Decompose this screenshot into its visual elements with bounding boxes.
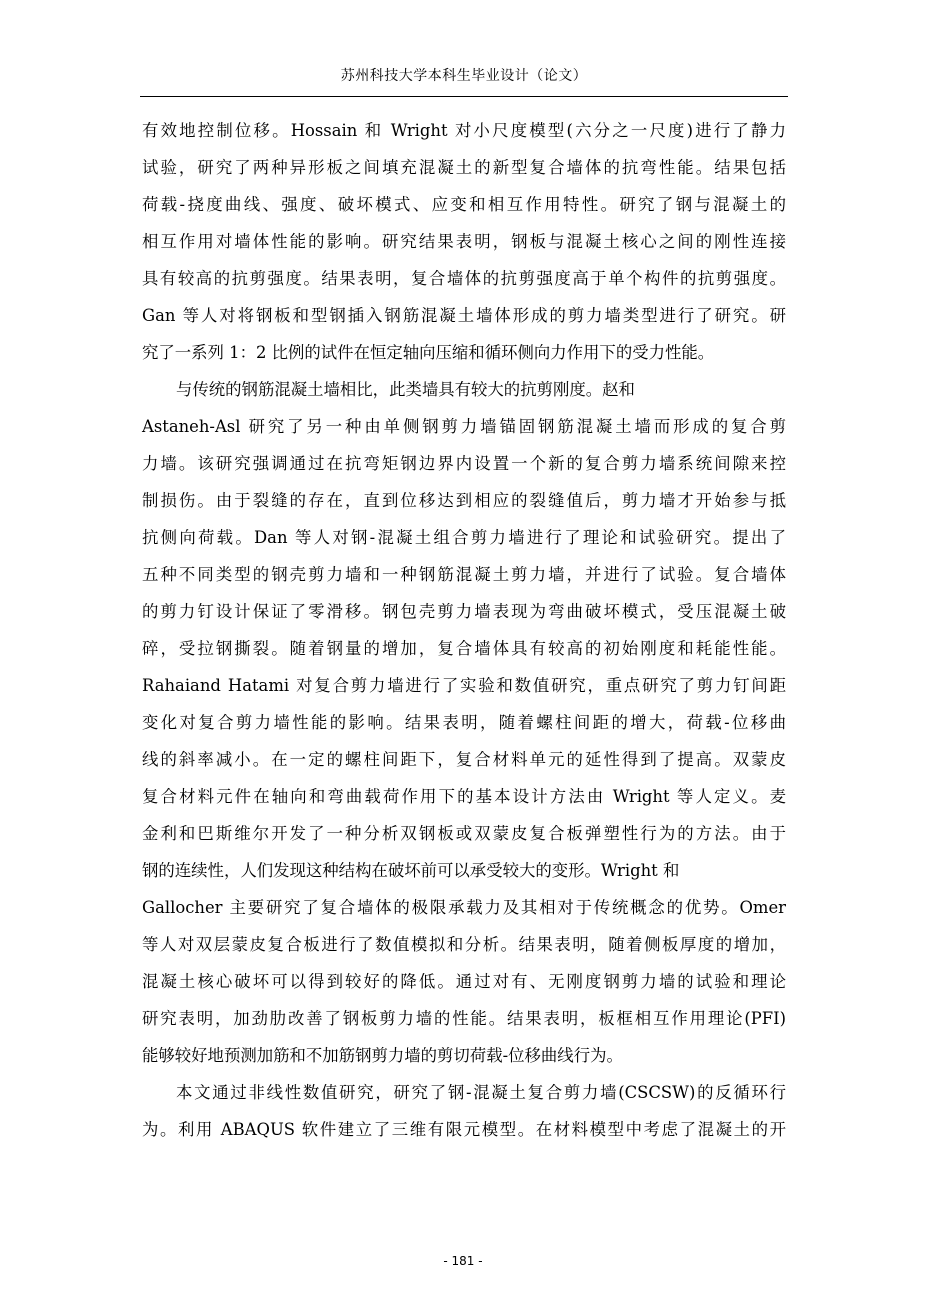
text-line: 复合材料元件在轴向和弯曲载荷作用下的基本设计方法由 Wright 等人定义。麦 xyxy=(142,787,786,806)
text-line: 制损伤。由于裂缝的存在，直到位移达到相应的裂缝值后，剪力墙才开始参与抵 xyxy=(142,491,786,510)
text-line: 线的斜率减小。在一定的螺柱间距下，复合材料单元的延性得到了提高。双蒙皮 xyxy=(142,750,786,769)
text-line: Gallocher 主要研究了复合墙体的极限承载力及其相对于传统概念的优势。Omer xyxy=(142,898,786,917)
page-number: - 181 - xyxy=(443,1254,483,1268)
text-line: 钢的连续性，人们发现这种结构在破坏前可以承受较大的变形。Wright 和 xyxy=(142,861,680,880)
text-line: 究了一系列 1：2 比例的试件在恒定轴向压缩和循环侧向力作用下的受力性能。 xyxy=(142,343,715,362)
text-line: 试验，研究了两种异形板之间填充混凝土的新型复合墙体的抗弯性能。结果包括 xyxy=(142,158,786,177)
text-line: 碎，受拉钢撕裂。随着钢量的增加，复合墙体具有较高的初始刚度和耗能性能。 xyxy=(142,639,786,658)
text-line: Gan 等人对将钢板和型钢插入钢筋混凝土墙体形成的剪力墙类型进行了研究。研 xyxy=(142,306,786,325)
text-line: Rahaiand Hatami 对复合剪力墙进行了实验和数值研究，重点研究了剪力钉间距 xyxy=(142,676,786,695)
text-line: 为。利用 ABAQUS 软件建立了三维有限元模型。在材料模型中考虑了混凝土的开 xyxy=(142,1120,786,1139)
paragraph-start-line: 本文通过非线性数值研究，研究了钢-混凝土复合剪力墙(CSCSW)的反循环行 xyxy=(176,1083,786,1102)
running-header: 苏州科技大学本科生毕业设计（论文） xyxy=(340,68,588,84)
text-line: Astaneh-Asl 研究了另一种由单侧钢剪力墙锚固钢筋混凝土墙而形成的复合剪 xyxy=(142,417,786,436)
text-line: 荷载-挠度曲线、强度、破坏模式、应变和相互作用特性。研究了钢与混凝土的 xyxy=(142,195,786,214)
text-line: 有效地控制位移。Hossain 和 Wright 对小尺度模型(六分之一尺度)进行了静力 xyxy=(142,121,786,140)
text-line: 变化对复合剪力墙性能的影响。结果表明，随着螺柱间距的增大，荷载-位移曲 xyxy=(142,713,786,732)
paragraph-start-line: 与传统的钢筋混凝土墙相比，此类墙具有较大的抗剪刚度。赵和 xyxy=(176,380,635,399)
body-text xyxy=(142,112,786,1148)
text-line: 五种不同类型的钢壳剪力墙和一种钢筋混凝土剪力墙，并进行了试验。复合墙体 xyxy=(142,565,786,584)
text-line: 抗侧向荷载。Dan 等人对钢-混凝土组合剪力墙进行了理论和试验研究。提出了 xyxy=(142,528,786,547)
text-line: 等人对双层蒙皮复合板进行了数值模拟和分析。结果表明，随着侧板厚度的增加， xyxy=(142,935,786,954)
text-line: 金利和巴斯维尔开发了一种分析双钢板或双蒙皮复合板弹塑性行为的方法。由于 xyxy=(142,824,786,843)
text-line: 能够较好地预测加筋和不加筋钢剪力墙的剪切荷载-位移曲线行为。 xyxy=(142,1046,623,1065)
text-line: 研究表明，加劲肋改善了钢板剪力墙的性能。结果表明，板框相互作用理论(PFI) xyxy=(142,1009,786,1028)
text-line: 混凝土核心破坏可以得到较好的降低。通过对有、无刚度钢剪力墙的试验和理论 xyxy=(142,972,786,991)
text-line: 力墙。该研究强调通过在抗弯矩钢边界内设置一个新的复合剪力墙系统间隙来控 xyxy=(142,454,786,473)
text-line: 具有较高的抗剪强度。结果表明，复合墙体的抗剪强度高于单个构件的抗剪强度。 xyxy=(142,269,786,288)
text-line: 的剪力钉设计保证了零滑移。钢包壳剪力墙表现为弯曲破坏模式，受压混凝土破 xyxy=(142,602,786,621)
text-line: 相互作用对墙体性能的影响。研究结果表明，钢板与混凝土核心之间的刚性连接 xyxy=(142,232,786,251)
header-divider xyxy=(140,96,788,97)
